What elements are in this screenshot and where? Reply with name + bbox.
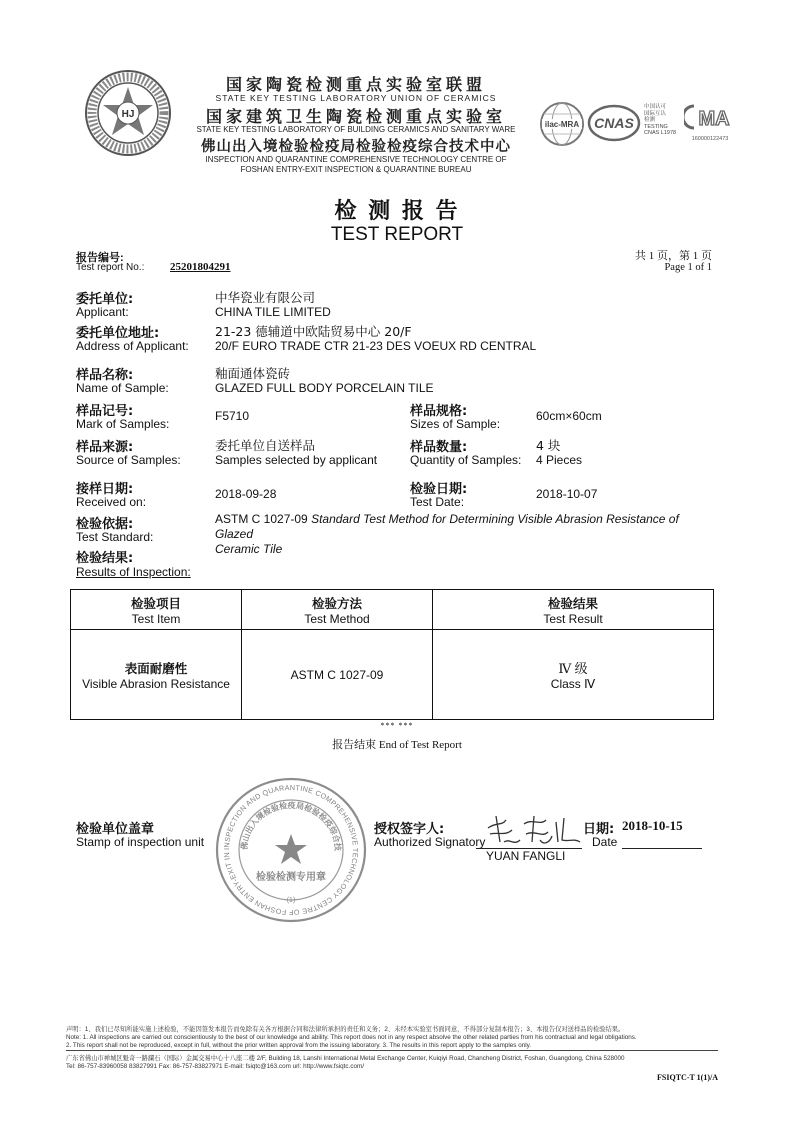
address-label-en: Address of Applicant: <box>76 339 189 353</box>
date-value: 2018-10-15 <box>622 818 683 833</box>
cnas-caption <box>644 104 676 137</box>
footer-note-en-2: 2. This report shall not be reproduced, except in full, without the prior written approval from the issuing laboratory. 3. The results in this report apply to the samples only. <box>66 1042 532 1049</box>
results-table <box>70 589 714 720</box>
table-header-row <box>71 590 714 630</box>
cnas-logo <box>587 103 641 143</box>
seal-ring-text: INSPECTION AND QUARANTINE COMPREHENSIVE TECHNOLOGY CENTRE OF FOSHAN ENTRY-EXIT IN <box>221 782 361 918</box>
address-label-zh: 委托单位地址: <box>76 326 160 341</box>
quantity-label-zh: 样品数量: <box>410 440 468 455</box>
standard-title-2: Ceramic Tile <box>215 542 283 556</box>
emblem-letters: HJ <box>121 109 135 120</box>
row-test-item-zh: 表面耐磨性 <box>124 660 188 676</box>
row-test-result <box>433 630 714 720</box>
seal-inner-text: 佛山出入境检验检疫局检验检疫综合技 <box>239 800 343 852</box>
standard-code: ASTM C 1027-09 <box>215 512 308 526</box>
seal-center-text: 检验检测专用章 <box>256 872 326 883</box>
report-title-zh: 检 测 报 告 <box>334 199 460 224</box>
header-test-method-zh: 检验方法 <box>311 595 362 611</box>
table-row <box>71 630 714 720</box>
cnas-label: CNAS <box>594 115 634 131</box>
results-label-en: Results of Inspection: <box>76 565 191 579</box>
source-value-en: Samples selected by applicant <box>215 453 378 467</box>
form-code: FSIQTC-T 1(1)/A <box>657 1073 718 1082</box>
inspection-seal <box>214 776 368 924</box>
source-label-en: Source of Samples: <box>76 453 181 467</box>
header-test-result-zh: 检验结果 <box>547 595 598 611</box>
header-test-item-en: Test Item <box>131 611 181 626</box>
cnas-caption-1: 中国认可 <box>644 104 667 110</box>
cma-mark-icon <box>684 103 736 131</box>
page-count-zh: 共 1 页，第 1 页 <box>635 250 712 262</box>
lab-title-zh: 国家建筑卫生陶瓷检测重点实验室 <box>205 107 506 126</box>
footer-address: 广东省佛山市禅城区魁奇一路瀾石（国际）金属交易中心十八座二楼 2/F, Building 18, Lanshi International Metal Exchange Center, Kuiqiyi Road, Chancheng District, Foshan, Guangdong, China 528000 <box>66 1055 625 1062</box>
centre-title-en-1: INSPECTION AND QUARANTINE COMPREHENSIVE TECHNOLOGY CENTRE OF <box>205 155 507 164</box>
sample-name-value-zh: 釉面通体瓷砖 <box>215 366 291 381</box>
applicant-value-en: CHINA TILE LIMITED <box>215 305 331 319</box>
source-label-zh: 样品来源: <box>76 440 134 455</box>
header-test-method-en: Test Method <box>304 611 370 626</box>
end-of-report: 报告结束 End of Test Report <box>332 739 462 751</box>
report-no-label-en: Test report No.: <box>76 262 145 273</box>
union-title-zh: 国家陶瓷检测重点实验室联盟 <box>225 75 486 94</box>
standard-label-zh: 检验依据: <box>76 517 134 532</box>
ilac-globe-icon <box>539 101 585 147</box>
cma-number: 160000122473 <box>691 136 729 142</box>
received-label-zh: 接样日期: <box>76 482 134 497</box>
footer-note-en-1: Note: 1. All inspections are carried out conscientiously to the best of our knowledge and ability. This report does not in any respect absolve the other related parties from his contractual and legal obligations. <box>66 1034 637 1041</box>
cma-logo <box>684 103 736 142</box>
centre-title-en-2: FOSHAN ENTRY-EXIT INSPECTION & QUARANTINE BUREAU <box>240 165 472 174</box>
standard-label-en: Test Standard: <box>76 530 154 544</box>
row-test-method: ASTM C 1027-09 <box>242 630 433 720</box>
cnas-caption-3: 检测 <box>644 117 656 124</box>
page-count-en: Page 1 of 1 <box>664 262 712 273</box>
signatory-label-en: Authorized Signatory <box>374 835 486 849</box>
standard-title-1: Standard Test Method for Determining Visible Abrasion Resistance of Glazed <box>215 512 679 541</box>
seal-number: (1) <box>286 897 296 904</box>
header-test-result-en: Test Result <box>543 611 603 626</box>
sample-name-label-zh: 样品名称: <box>76 368 134 383</box>
header-test-result <box>433 590 714 630</box>
sample-name-value-en: GLAZED FULL BODY PORCELAIN TILE <box>215 381 434 395</box>
sample-name-label-en: Name of Sample: <box>76 381 169 395</box>
row-test-result-en: Class Ⅳ <box>550 677 596 691</box>
size-value: 60cm×60cm <box>536 409 602 423</box>
stamp-label-en: Stamp of inspection unit <box>76 835 205 849</box>
cnas-mark-icon <box>587 103 641 143</box>
ilac-label: ilac-MRA <box>544 120 580 129</box>
mark-label-en: Mark of Samples: <box>76 417 170 431</box>
report-title-en: TEST REPORT <box>330 224 464 245</box>
received-label-en: Received on: <box>76 495 147 509</box>
applicant-label-en: Applicant: <box>76 305 129 319</box>
mark-value: F5710 <box>215 409 250 423</box>
standard-value <box>215 512 715 557</box>
received-value: 2018-09-28 <box>215 487 277 501</box>
mark-label-zh: 样品记号: <box>76 404 134 419</box>
signature-scribble-icon <box>484 812 584 850</box>
cnas-caption-4: TESTING <box>644 123 668 130</box>
handwritten-signature <box>484 812 584 850</box>
signer-name: YUAN FANGLI <box>486 849 566 863</box>
report-no-label-zh: 报告编号: <box>76 252 124 264</box>
test-date-label-en: Test Date: <box>410 495 465 509</box>
size-label-en: Sizes of Sample: <box>410 417 501 431</box>
date-label-zh: 日期: <box>583 822 615 837</box>
cma-label: MA <box>698 108 730 130</box>
source-value-zh: 委托单位自送样品 <box>215 438 316 453</box>
ilac-mra-logo <box>539 101 585 147</box>
results-label-zh: 检验结果: <box>76 551 134 566</box>
footer-divider <box>66 1050 718 1051</box>
cnas-caption-2: 国际互认 <box>644 110 667 117</box>
cnas-caption-5: CNAS L1978 <box>644 130 677 137</box>
size-label-zh: 样品规格: <box>410 404 468 419</box>
centre-title-zh: 佛山出入境检验检疫局检验检疫综合技术中心 <box>201 138 511 155</box>
date-line <box>622 848 702 849</box>
report-no-value: 25201804291 <box>170 261 231 273</box>
ceramic-lab-emblem-icon <box>84 69 172 157</box>
quantity-value-zh: 4 块 <box>536 438 561 453</box>
address-value-en: 20/F EURO TRADE CTR 21-23 DES VOEUX RD CENTRAL <box>215 339 537 353</box>
address-value-zh: 21-23 德辅道中欧陆贸易中心 20/F <box>215 324 412 339</box>
row-test-item-en: Visible Abrasion Resistance <box>82 676 230 691</box>
test-date-label-zh: 检验日期: <box>410 482 468 497</box>
quantity-label-en: Quantity of Samples: <box>410 453 522 467</box>
lab-title-en: STATE KEY TESTING LABORATORY OF BUILDING CERAMICS AND SANITARY WARE <box>196 125 516 134</box>
header-test-item <box>71 590 242 630</box>
row-test-item <box>71 630 242 720</box>
header-test-item-zh: 检验项目 <box>130 595 181 611</box>
footer-contact: Tel: 86-757-83960058 83827991 Fax: 86-757-83827971 E-mail: fsiqtc@163.com url: http://www.fsiqtc.com/ <box>66 1063 364 1070</box>
date-label-en: Date <box>592 835 618 849</box>
quantity-value-en: 4 Pieces <box>536 453 583 467</box>
applicant-label-zh: 委托单位: <box>76 292 134 307</box>
row-test-result-zh: Ⅳ 级 <box>558 661 588 676</box>
footer-note-zh: 声明：1、我们已尽知所能实施上述检验，不能因签发本报告而免除有关各方根据合同和法律所承担的责任和义务；2、未经本实验室书面同意，不得部分复制本报告；3、本报告仅对送样品的检验结果。 <box>66 1026 625 1033</box>
stamp-label-zh: 检验单位盖章 <box>76 822 155 837</box>
end-stars: *** *** <box>380 721 414 730</box>
union-title-en: STATE KEY TESTING LABORATORY UNION OF CERAMICS <box>215 93 497 103</box>
header-test-method <box>242 590 433 630</box>
applicant-value-zh: 中华瓷业有限公司 <box>215 290 316 305</box>
official-seal-icon <box>214 776 368 924</box>
left-logo <box>84 69 172 157</box>
signatory-label-zh: 授权签字人: <box>374 822 445 837</box>
test-date-value: 2018-10-07 <box>536 487 598 501</box>
